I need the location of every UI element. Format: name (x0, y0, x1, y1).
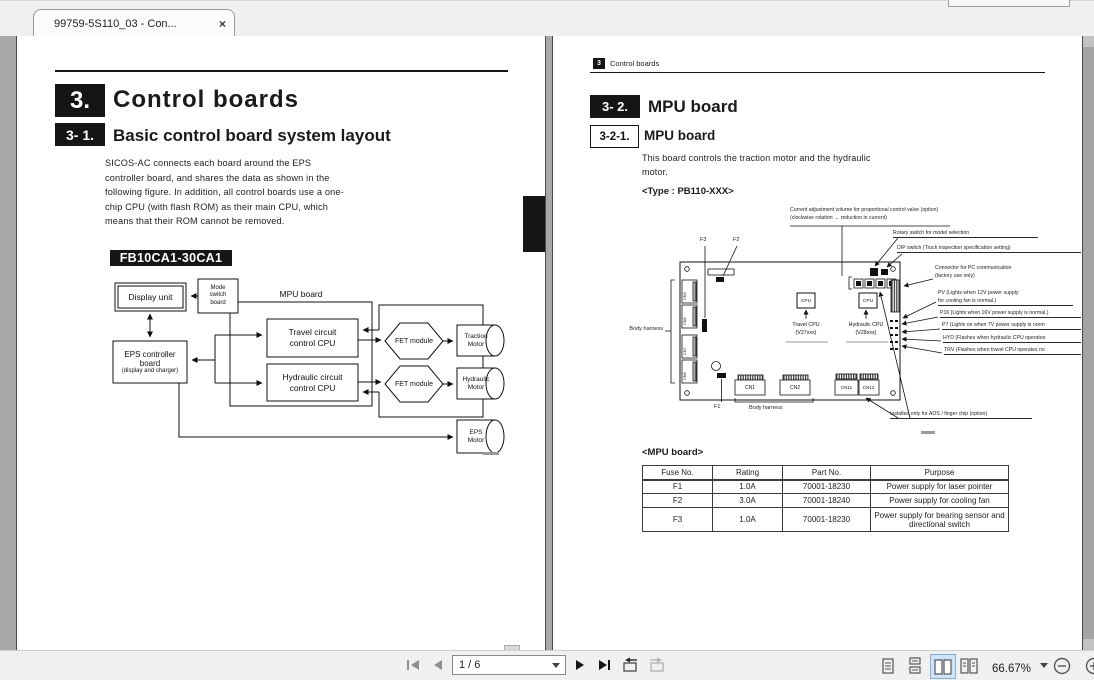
mpu-board-label: MPU board (265, 288, 337, 299)
fuse-f3-label: F3 (700, 237, 706, 243)
table-row: F1 1.0A 70001-18230 Power supply for laser pointer (643, 480, 1009, 494)
travel-cpu-label: Travel CPU (V27xxx) (784, 322, 828, 337)
annotation-current-adjustment-2: (clockwise rotation → reduction in current) (790, 215, 887, 222)
annotation-hyd-led: HYD (Flashes when hydraulic CPU operates (943, 335, 1081, 343)
fuse-f2-label: F2 (733, 237, 739, 243)
cn1-connector: CN1 (735, 383, 765, 392)
subsection-number-badge: 3-2-1. (590, 125, 639, 148)
running-header-title: Control boards (610, 59, 659, 68)
first-page-button[interactable] (404, 657, 422, 673)
body-line: controller board, and shares the data as shown in the (105, 171, 365, 186)
next-page-button[interactable] (572, 657, 588, 673)
zoom-level-display[interactable]: 66.67% (992, 659, 1031, 677)
body-harness-bottom-label: Body harness (749, 405, 783, 411)
annotation-p16-led: P16 (Lights when 16V power supply is normal.) (940, 310, 1081, 318)
last-page-button[interactable] (595, 657, 613, 673)
cn8-connector: CN8 (684, 363, 688, 380)
document-viewport (0, 36, 1094, 650)
annotation-dip-switch: DIP switch (Truck inspection specification setting) (897, 245, 1081, 253)
figure-code-mark (921, 431, 935, 434)
col-rating: Rating (713, 466, 783, 480)
hydraulic-cpu-chip: CPU (859, 297, 877, 305)
continuous-view-icon[interactable] (906, 657, 924, 675)
document-tab-title: 99759-5S110_03 - Con... (54, 18, 213, 30)
model-range-label: FB10CA1-30CA1 (110, 250, 232, 266)
annotation-current-adjustment: Current adjustment volume for proportional control valve (option) (790, 207, 938, 214)
table-caption: <MPU board> (642, 447, 703, 458)
scrollbar-up-button[interactable] (1083, 36, 1094, 47)
body-line: This board controls the traction motor and the hydraulic (642, 151, 902, 165)
body-line: motor. (642, 165, 902, 179)
cn12-connector: CN12 (858, 383, 879, 392)
col-purpose: Purpose (871, 466, 1009, 480)
single-page-view-icon[interactable] (879, 657, 897, 675)
annotation-rotary-switch: Rotary switch for model selection (893, 230, 1038, 238)
mpu-board-diagram (553, 36, 1082, 650)
page-right (552, 36, 1083, 650)
book-view-icon[interactable] (959, 657, 979, 675)
annotation-aos-option: Installed only for AOS / finger chip (option) (890, 411, 1032, 419)
fuse-f1-label: F1 (714, 404, 720, 410)
tab-close-icon[interactable]: × (219, 17, 226, 31)
zoom-dropdown-icon[interactable] (1040, 663, 1048, 668)
chapter-title: Control boards (113, 86, 299, 114)
document-tab[interactable] (33, 9, 235, 37)
facing-view-icon[interactable] (930, 654, 956, 679)
annotation-pc-connector-2: (factory use only) (935, 273, 975, 280)
body-line: chip CPU (with flash ROM) as their main CPU, which (105, 200, 365, 215)
cn5-connector: CN5 (684, 283, 688, 300)
body-harness-left-label: Body harness (615, 326, 663, 332)
figure-code-mark (483, 452, 499, 455)
table-row: F2 3.0A 70001-18240 Power supply for cooling fan (643, 494, 1009, 508)
section-title: Basic control board system layout (113, 126, 391, 146)
clipped-toolbar-fragment (948, 0, 1070, 7)
col-fuse-no: Fuse No. (643, 466, 713, 480)
annotation-p7-led: P7 (Lights on when 7V power supply is norm (942, 322, 1081, 330)
page-number-combobox[interactable] (452, 655, 566, 675)
navigate-forward-button[interactable] (647, 656, 667, 674)
hydraulic-motor: Hydraulic Motor (458, 371, 494, 397)
chapter-number-badge: 3. (55, 84, 105, 117)
eps-controller-board-box: EPS controller board (display and charger) (113, 341, 187, 383)
section-number-badge: 3- 2. (590, 95, 640, 118)
cn2-connector: CN2 (780, 383, 810, 392)
chevron-down-icon (552, 663, 560, 668)
section-title: MPU board (648, 97, 738, 117)
cn11-connector: CN11 (835, 383, 858, 392)
fet-module-1: FET module (387, 334, 441, 348)
tab-bar (0, 0, 1094, 37)
zoom-in-button[interactable] (1084, 656, 1094, 676)
scrollbar-down-button[interactable] (1083, 639, 1094, 650)
table-header-row (643, 466, 1009, 480)
page-left (16, 36, 546, 650)
annotation-pv-led: PV (Lights when 12V power supply (938, 290, 1018, 297)
cn7-connector: CN7 (684, 338, 688, 355)
col-part-no: Part No. (783, 466, 871, 480)
cn6-connector: CN6 (684, 308, 688, 325)
page-indicator: 1 / 6 (453, 659, 552, 671)
travel-cpu-chip: CPU (797, 297, 815, 305)
table-row: F3 1.0A 70001-18230 Power supply for bearing sensor and directional switch (643, 508, 1009, 532)
hydraulic-cpu-label: Hydraulic CPU (V28xxx) (843, 322, 889, 337)
subsection-title: MPU board (644, 128, 715, 143)
display-unit-box: Display unit (115, 283, 186, 311)
bottom-toolbar (0, 650, 1094, 680)
mode-switch-board-box: Mode switch board (198, 279, 238, 313)
board-type-label: <Type : PB110-XXX> (642, 186, 734, 197)
hydraulic-cpu-box: Hydraulic circuit control CPU (267, 364, 358, 401)
travel-cpu-box: Travel circuit control CPU (267, 319, 358, 357)
annotation-pc-connector: Connector for PC communication (935, 265, 1011, 272)
traction-motor: Traction Motor (458, 328, 494, 354)
body-line: following figure. In addition, all control boards use a one- (105, 185, 365, 200)
annotation-pv-led-2: for cooling fan is normal.) (938, 298, 1073, 306)
navigate-back-button[interactable] (620, 656, 640, 674)
previous-page-button[interactable] (429, 657, 445, 673)
eps-motor: EPS Motor (458, 424, 494, 450)
body-line: means that their ROM cannot be removed. (105, 214, 365, 229)
fuse-table (642, 465, 1009, 532)
body-line: SICOS-AC connects each board around the EPS (105, 156, 365, 171)
fet-module-2: FET module (387, 377, 441, 391)
section-number-badge: 3- 1. (55, 123, 105, 146)
zoom-out-button[interactable] (1052, 656, 1072, 676)
vertical-scrollbar[interactable] (1083, 36, 1094, 650)
running-header-chapter-num: 3 (593, 58, 605, 69)
annotation-trv-led: TRV (Flashes when travel CPU operates no (944, 347, 1081, 355)
